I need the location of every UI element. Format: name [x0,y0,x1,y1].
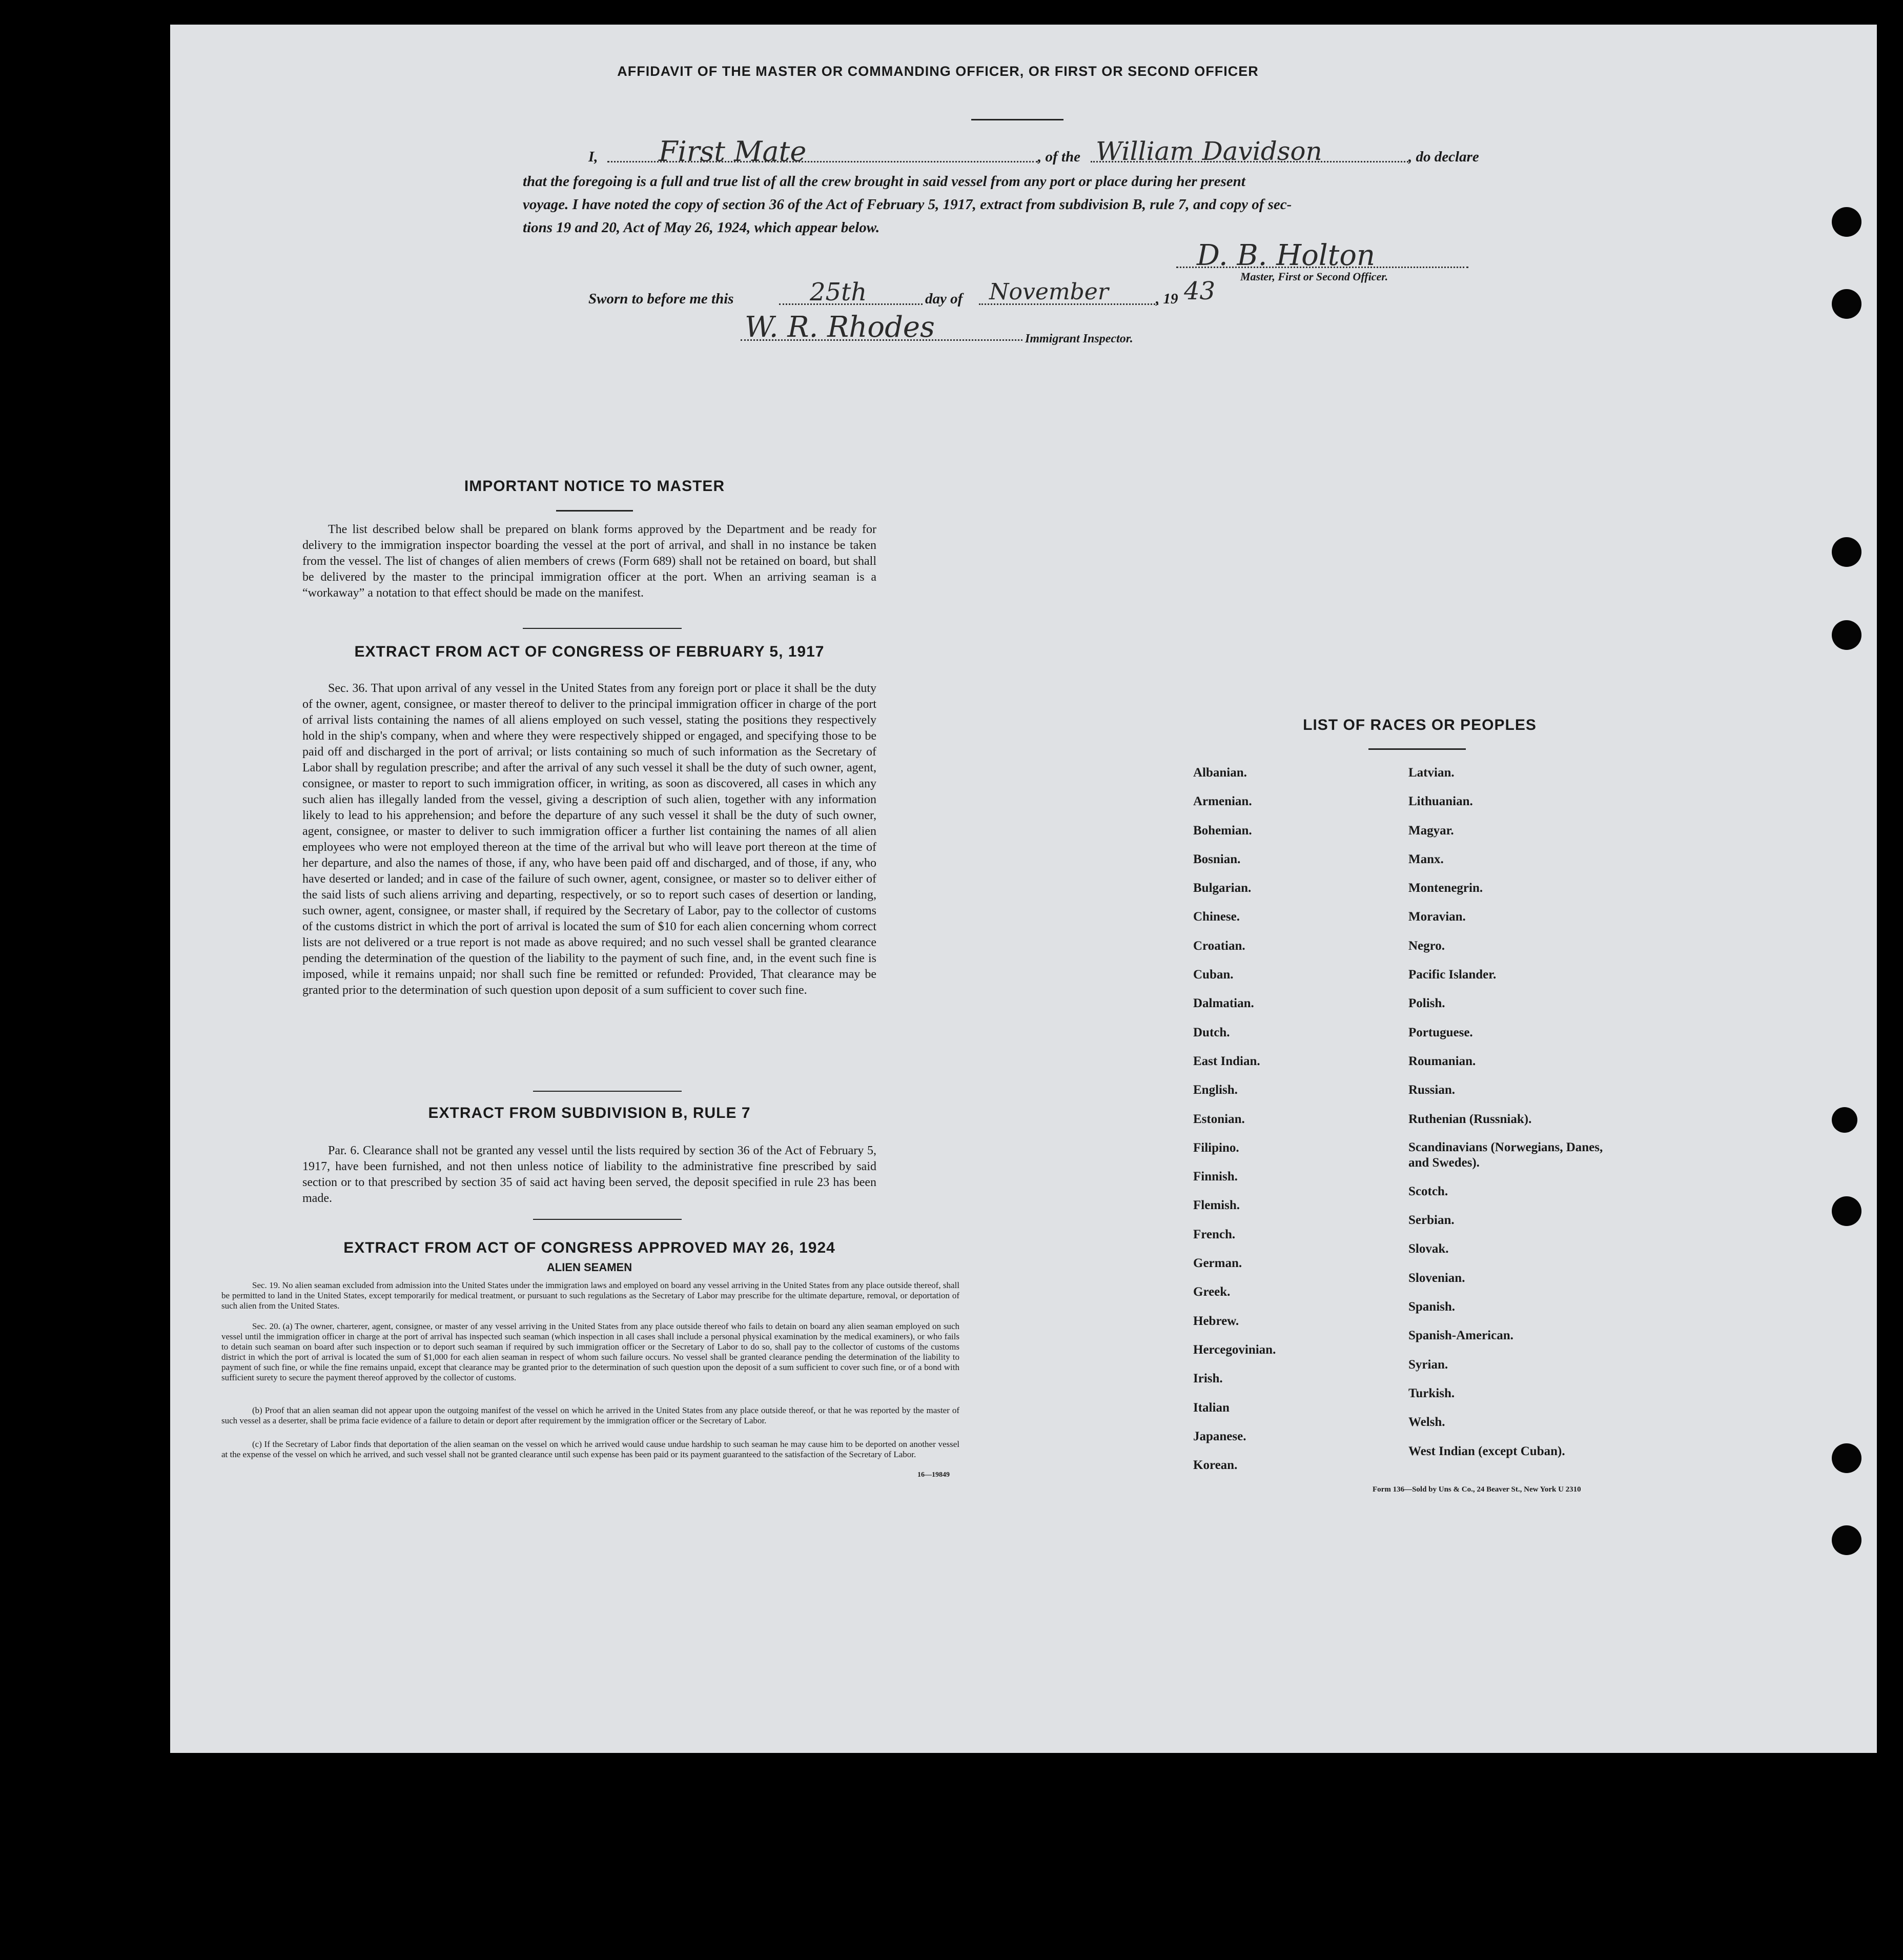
section-divider-3 [533,1219,682,1220]
race-item: East Indian. [1193,1054,1260,1068]
section-divider-2 [533,1091,682,1092]
race-item: Hebrew. [1193,1314,1239,1328]
sworn-month-handwritten: November [989,279,1109,305]
extract-1924-sec20a: Sec. 20. (a) The owner, charterer, agent, consignee, or master of any vessel arriving in the United States from any place outside thereof who fails to detain on board any alien seaman employed on such vessel until the immigration officer in charge at the port of arrival has inspected such seaman (which inspection in all cases shall include a personal physical examination by the medical examiners), or who fails to detain such seaman on board after such inspection or to deport such seaman if required by such immigration officer or the Secretary of Labor to do so, shall pay to the collector of customs of the customs district in which the port of arrival is located the sum of $1,000 for each alien seaman in respect of whom such failure occurs. No vessel shall be granted clearance pending the determination of the liability to payment of such fine, or while the fine remains unpaid, except that clearance may be granted prior to the determination of such question upon the deposit of a sum sufficient to cover such fine, or of a bond with sufficient surety to secure the payment thereof approved by the collector of customs. [221,1321,959,1382]
races-divider [1368,748,1466,750]
race-item: Serbian. [1408,1213,1455,1228]
signature-caption: Master, First or Second Officer. [1240,270,1388,283]
sworn-label: Sworn to before me this [588,291,734,307]
race-item: Negro. [1408,938,1445,953]
races-title: LIST OF RACES OR PEOPLES [1303,717,1537,733]
year-handwritten: 43 [1184,277,1216,305]
race-item: Dalmatian. [1193,996,1254,1011]
race-item: Portuguese. [1408,1025,1473,1039]
officer-name-field [607,135,1038,168]
race-item: Armenian. [1193,794,1252,809]
race-item: Dutch. [1193,1025,1230,1039]
affidavit-line-3: voyage. I have noted the copy of section 36 of the Act of February 5, 1917, extract from subdivision B, rule 7, and copy of sec- [523,196,1292,213]
race-item: Montenegrin. [1408,881,1483,895]
day-of-label: day of [925,291,963,307]
extract-1924-sec20c: (c) If the Secretary of Labor finds that deportation of the alien seaman on the vessel on which he arrived would cause undue hardship to such seaman he may cause him to be deported on another vessel at the expense of the vessel on which he arrived, and such vessel shall not be granted clearance until such expense has been paid or its payment guaranteed to the satisfaction of the Secretary of Labor. [221,1439,959,1459]
extract-rule7-title: EXTRACT FROM SUBDIVISION B, RULE 7 [428,1105,751,1121]
race-item: Korean. [1193,1458,1238,1473]
punch-hole [1832,620,1861,650]
race-item: Ruthenian (Russniak). [1408,1112,1532,1126]
punch-hole [1832,207,1861,237]
extract-1917-title: EXTRACT FROM ACT OF CONGRESS OF FEBRUARY 5, 1917 [354,643,825,660]
affidavit-line-4: tions 19 and 20, Act of May 26, 1924, which appear below. [523,219,880,236]
race-item: Irish. [1193,1372,1223,1386]
punch-hole [1832,1443,1861,1473]
punch-hole [1832,537,1861,567]
title-divider [971,119,1063,120]
affidavit-i-label: I, [588,149,598,165]
race-item: Spanish-American. [1408,1329,1513,1343]
race-item: German. [1193,1256,1242,1271]
race-item: English. [1193,1083,1238,1097]
do-declare-label: , do declare [1408,149,1479,165]
race-item: Syrian. [1408,1357,1448,1372]
race-item: Slovak. [1408,1242,1449,1256]
extract-1924-sec19: Sec. 19. No alien seaman excluded from admission into the United States under the immigration laws and employed on board any vessel arriving in the United States from any place outside thereof, shall be permitted to land in the United States, except temporarily for medical treatment, or pursuant to such regulations as the Secretary of Labor may prescribe for the ultimate departure, removal, or deportation of such alien from the United States. [221,1280,959,1311]
form-footer: Form 136—Sold by Uns & Co., 24 Beaver St., New York U 2310 [1373,1485,1581,1494]
form-code: 16—19849 [917,1471,950,1479]
race-item: Bohemian. [1193,823,1252,838]
officer-signature: D. B. Holton [1197,239,1376,272]
races-left-column [1193,759,1276,1480]
race-item: Turkish. [1408,1386,1455,1400]
race-item: Estonian. [1193,1112,1245,1126]
race-item: Moravian. [1408,910,1466,924]
race-item: Scotch. [1408,1184,1448,1198]
race-item: Latvian. [1408,766,1455,780]
race-item: Spanish. [1408,1300,1456,1314]
notice-title: IMPORTANT NOTICE TO MASTER [464,478,725,495]
officer-name-handwritten: First Mate [659,135,807,168]
race-item: Albanian. [1193,766,1247,780]
race-item: West Indian (except Cuban). [1408,1444,1565,1458]
inspector-signature: W. R. Rhodes [745,311,935,344]
race-item: Welsh. [1408,1415,1445,1430]
races-right-column [1408,759,1608,1466]
extract-1924-title: EXTRACT FROM ACT OF CONGRESS APPROVED MAY 26, 1924 [343,1239,835,1256]
sworn-month-field [979,281,1158,305]
vessel-name-handwritten: William Davidson [1096,136,1322,166]
extract-1924-subtitle: ALIEN SEAMEN [546,1261,632,1274]
race-item: Finnish. [1193,1170,1238,1184]
year-prefix-label: , 19 [1156,291,1178,307]
inspector-field [741,311,1022,344]
race-item: Manx. [1408,852,1444,866]
race-item: Croatian. [1193,938,1245,953]
race-item: Russian. [1408,1083,1456,1097]
punch-hole [1832,1107,1857,1133]
punch-hole [1832,289,1861,319]
race-item: French. [1193,1227,1236,1241]
race-item: Bulgarian. [1193,881,1252,895]
race-item: Slovenian. [1408,1271,1465,1285]
race-item: Greek. [1193,1285,1231,1299]
race-item: Chinese. [1193,910,1240,924]
of-the-label: , of the [1038,149,1080,165]
extract-1924-sec20b: (b) Proof that an alien seaman did not appear upon the outgoing manifest of the vessel on which he arrived in the United States from any place outside thereof, or that he was reported by the master of such vessel as a deserter, shall be prima facie evidence of a failure to detain or deport after requirement by the immigration officer or the Secretary of Labor. [221,1405,959,1425]
punch-hole [1832,1196,1861,1226]
race-item: Magyar. [1408,823,1454,838]
race-item: Cuban. [1193,968,1234,982]
race-item: Polish. [1408,996,1445,1011]
race-item: Hercegovinian. [1193,1342,1276,1357]
affidavit-title: AFFIDAVIT OF THE MASTER OR COMMANDING OFFICER, OR FIRST OR SECOND OFFICER [617,64,1259,79]
section-divider-1 [523,628,682,629]
race-item: Filipino. [1193,1140,1239,1155]
sworn-day-field [779,278,923,307]
signature-field [1176,239,1468,272]
race-item: Roumanian. [1408,1054,1476,1068]
race-item: Bosnian. [1193,852,1241,866]
race-item: Flemish. [1193,1198,1240,1213]
notice-divider [556,510,633,512]
affidavit-line-2: that the foregoing is a full and true list of all the crew brought in said vessel from any port or place during her present [523,173,1245,190]
race-item: Scandinavians (Norwegians, Danes, and Swedes). [1408,1140,1603,1170]
punch-hole [1832,1525,1861,1555]
sworn-day-handwritten: 25th [810,278,867,307]
notice-text: The list described below shall be prepared on blank forms approved by the Department and be ready for delivery to the immigration inspector boarding the vessel at the port of arrival, and shall in no instance be taken from the vessel. The list of changes of alien members of crews (Form 689) shall not be retained on board, but shall be delivered by the master to the principal immigration officer at the port. When an arriving seaman is a “workaway” a notation to that effect should be made on the manifest. [302,523,876,600]
vessel-name-field [1091,136,1408,166]
extract-rule7-text: Par. 6. Clearance shall not be granted any vessel until the lists required by section 36 of the Act of February 5, 1917, have been furnished, and not then unless notice of liability to the administrative fine prescribed by said section or to that prescribed by section 35 of said act having been served, the deposit specified in rule 23 has been made. [302,1144,876,1205]
race-item: Lithuanian. [1408,794,1473,809]
inspector-caption: Immigrant Inspector. [1025,332,1133,345]
race-item: Italian [1193,1400,1230,1415]
race-item: Pacific Islander. [1408,968,1497,982]
extract-1917-text: Sec. 36. That upon arrival of any vessel in the United States from any foreign port or place it shall be the duty of the owner, agent, consignee, or master thereof to deliver to the principal immigration officer in charge of the port of arrival lists containing the names of all aliens employed on such vessel, stating the positions they respectively hold in the ship's company, when and where they were respectively shipped or engaged, and specifying those to be paid off and discharged in the port of arrival; or lists containing so much of such information as the Secretary of Labor shall by regulation prescribe; and after the arrival of any such vessel it shall be the duty of such owner, agent, consignee, or master to report to such immigration officer, in writing, as soon as discovered, all cases in which any such alien has illegally landed from the vessel, giving a description of such alien, together with any information likely to lead to his apprehension; and before the departure of any such vessel it shall be the duty of such owner, agent, consignee, or master to deliver to such immigration officer a further list containing the names of all alien employees who were not employed thereon at the time of the arrival but who will leave port thereon at the time of her departure, and also the names of those, if any, who have been paid off and discharged, and of those, if any, who have deserted or landed; and in case of the failure of such owner, agent, consignee, or master so to deliver either of the said lists of such aliens arriving and departing, respectively, or so to report such cases of desertion or landing, such owner, agent, consignee, or master shall, if required by the Secretary of Labor, pay to the collector of customs of the customs district in which the port of arrival is located the sum of $10 for each alien concerning whom correct lists are not delivered or a true report is not made as above required; and no such vessel shall be granted clearance pending the determination of the question of the liability to the payment of such fine, and, in the event such fine is imposed, while it remains unpaid; nor shall such fine be remitted or refunded: Provided, That clearance may be granted prior to the determination of such question upon deposit of a sum sufficient to cover such fine. [302,682,876,997]
race-item: Japanese. [1193,1429,1246,1443]
